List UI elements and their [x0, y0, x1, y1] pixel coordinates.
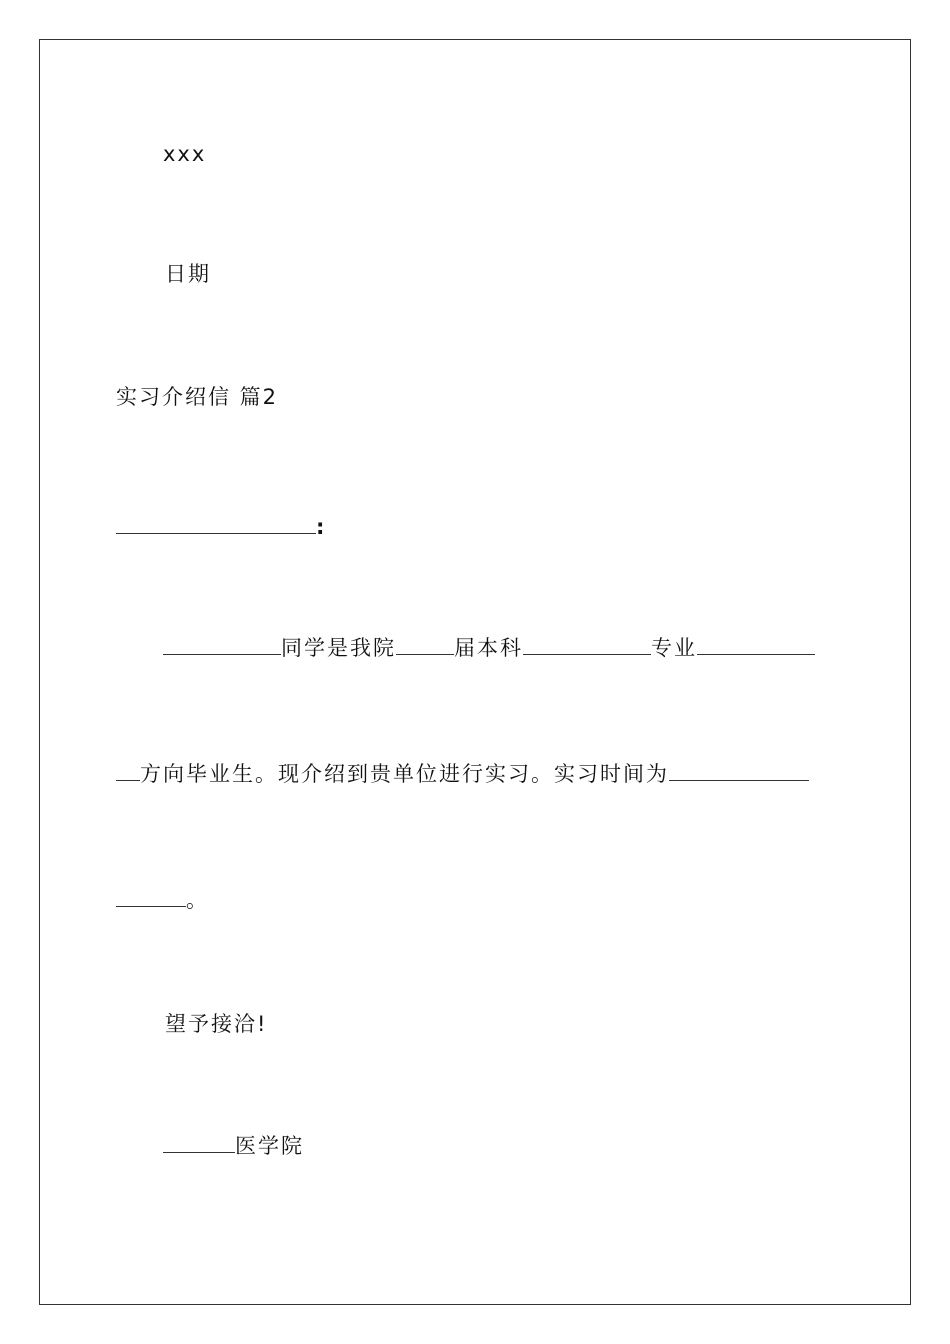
period-blank-end	[116, 888, 186, 907]
period-blank-start	[669, 762, 809, 781]
body-text-3a: 。	[186, 888, 209, 912]
body-line-1	[163, 635, 815, 661]
body-text-1b: 届本科	[454, 636, 523, 660]
institution-suffix: 医学院	[235, 1134, 304, 1158]
closing-line	[165, 1011, 267, 1037]
body-text-1a: 同学是我院	[281, 636, 396, 660]
signature-name-text: xxx	[163, 142, 207, 166]
section-title-text: 实习介绍信 篇2	[116, 385, 279, 409]
direction-blank-end	[116, 762, 140, 781]
document-page	[39, 39, 911, 1305]
salutation-line	[116, 514, 326, 540]
student-name-blank	[163, 636, 281, 655]
recipient-blank	[116, 515, 316, 534]
signature-date-text: 日期	[165, 262, 211, 286]
institution-line	[163, 1133, 304, 1159]
salutation-colon: :	[316, 515, 327, 539]
major-blank	[523, 636, 651, 655]
year-blank	[396, 636, 454, 655]
institution-blank	[163, 1134, 235, 1153]
body-line-3	[116, 887, 209, 913]
body-text-1c: 专业	[651, 636, 697, 660]
body-line-2	[116, 761, 809, 787]
section-title	[116, 384, 278, 410]
closing-text: 望予接洽!	[165, 1012, 268, 1036]
signature-date	[165, 261, 211, 287]
signature-name	[163, 141, 206, 167]
body-text-2a: 方向毕业生。现介绍到贵单位进行实习。实习时间为	[140, 762, 669, 786]
direction-blank-start	[697, 636, 815, 655]
